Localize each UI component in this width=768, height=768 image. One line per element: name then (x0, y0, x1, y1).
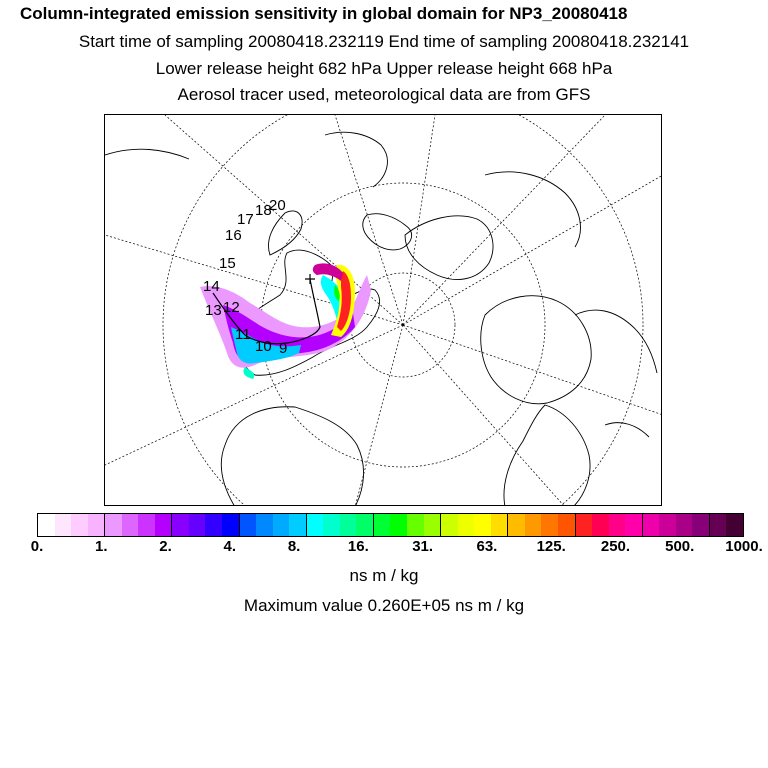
colorbar-swatch (256, 514, 273, 536)
meridian (403, 325, 565, 506)
trajectory-label: 17 (237, 211, 254, 228)
trajectory-label: 16 (225, 227, 242, 244)
colorbar-tick-label: 1000. (725, 538, 763, 555)
graticule (105, 115, 662, 506)
colorbar-swatch (390, 514, 407, 536)
colorbar-swatch (356, 514, 374, 536)
trajectory-label: 14 (203, 278, 220, 295)
colorbar-swatch (172, 514, 189, 536)
coastlines (105, 132, 657, 506)
colorbar-swatch (240, 514, 257, 536)
colorbar-swatch (625, 514, 643, 536)
trajectory-label: 12 (223, 299, 240, 316)
colorbar-swatch (289, 514, 307, 536)
trajectory-label: 11 (235, 326, 251, 343)
colorbar-swatch (138, 514, 155, 536)
colorbar-swatch (323, 514, 340, 536)
colorbar-swatch (609, 514, 626, 536)
coast-pacific-islands (605, 423, 649, 437)
colorbar-tick-label: 4. (223, 538, 237, 555)
receptor-marker (305, 274, 315, 284)
colorbar-swatch (55, 514, 72, 536)
colorbar-swatch (491, 514, 509, 536)
map-panel (104, 114, 662, 506)
colorbar-swatch (340, 514, 357, 536)
max-value-label: Maximum value 0.260E+05 ns m / kg (243, 596, 525, 615)
meridian (403, 115, 435, 325)
colorbar-swatch (576, 514, 593, 536)
colorbar-swatch (643, 514, 660, 536)
colorbar-swatch (374, 514, 391, 536)
polar-map (105, 115, 662, 506)
colorbar-swatch (541, 514, 558, 536)
colorbar-tick-label: 16. (347, 538, 369, 555)
colorbar-swatch (508, 514, 525, 536)
coast-siberia (485, 172, 580, 247)
tracer-info-line: Aerosol tracer used, meteorological data are from GFS (177, 85, 591, 104)
coast-canada (481, 296, 591, 404)
colorbar-swatch (592, 514, 609, 536)
colorbar-swatch (676, 514, 693, 536)
map-title: Column-integrated emission sensitivity in global domain for NP3_20080418 (20, 4, 628, 23)
colorbar-swatch (71, 514, 88, 536)
coast-usa (504, 405, 590, 506)
colorbar-tick-label: 125. (536, 538, 566, 555)
colorbar-swatch (407, 514, 424, 536)
colorbar-swatch (441, 514, 458, 536)
meridian (403, 175, 662, 325)
colorbar-units: ns m / kg (349, 566, 419, 585)
colorbar-swatch (307, 514, 324, 536)
coast-asia-west (105, 149, 189, 159)
colorbar-tick-label: 0. (30, 538, 44, 555)
colorbar-tick-label: 1. (95, 538, 108, 555)
coast-scandinavia (268, 211, 302, 255)
colorbar-swatch (558, 514, 576, 536)
trajectory-label: 10 (255, 338, 272, 355)
colorbar-swatch (205, 514, 222, 536)
colorbar-swatch (155, 514, 173, 536)
colorbar-tick-label: 500. (665, 538, 695, 555)
emission-plume (200, 263, 371, 379)
colorbar-tick-label: 2. (159, 538, 172, 555)
meridian (355, 325, 403, 506)
trajectory-label: 9 (279, 340, 288, 357)
colorbar-swatch (122, 514, 139, 536)
colorbar-swatch (692, 514, 710, 536)
trajectory-label: 15 (219, 255, 236, 272)
colorbar-tick-label: 8. (287, 538, 301, 555)
colorbar-swatch (710, 514, 727, 536)
colorbar-swatch (659, 514, 676, 536)
colorbar-swatch (474, 514, 491, 536)
colorbar-tick-label: 250. (600, 538, 631, 555)
colorbar-swatch (458, 514, 475, 536)
colorbar-tick-label: 63. (476, 538, 498, 555)
colorbar-swatch (105, 514, 122, 536)
release-height-line: Lower release height 682 hPa Upper release height 668 hPa (155, 59, 613, 78)
coast-asia-north (325, 132, 387, 187)
coast-iceland (363, 214, 412, 250)
colorbar-swatch (525, 514, 542, 536)
plume-tail (243, 367, 254, 379)
colorbar-swatch (222, 514, 240, 536)
colorbar-swatch (424, 514, 442, 536)
trajectory-label: 13 (205, 302, 222, 319)
trajectory-label: 20 (269, 197, 286, 214)
sampling-time-line: Start time of sampling 20080418.232119 End time of sampling 20080418.232141 (78, 32, 690, 51)
meridian (403, 325, 662, 415)
colorbar-swatch (88, 514, 106, 536)
colorbar-swatch (726, 514, 743, 536)
colorbar-tick-label: 31. (412, 538, 434, 555)
colorbar-swatch (273, 514, 290, 536)
colorbar-swatch (38, 514, 55, 536)
coast-africa (221, 407, 363, 506)
coast-alaska (575, 310, 657, 373)
trajectory-label: 18 (255, 202, 272, 219)
colorbar-swatch (189, 514, 206, 536)
colorbar (37, 513, 744, 537)
